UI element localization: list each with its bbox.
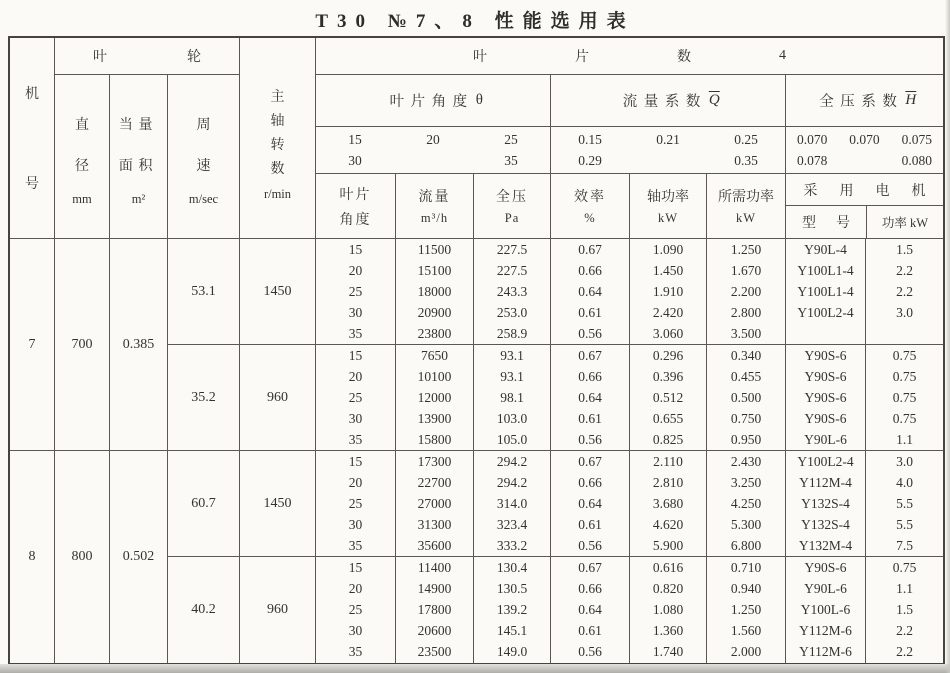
label-char: 轮	[187, 50, 201, 65]
data-cell: 11500	[396, 239, 474, 260]
data-cell: 7650	[396, 345, 474, 366]
machine-no-label	[25, 83, 39, 193]
col-unit: %	[584, 211, 596, 225]
col-unit: m³/h	[420, 211, 449, 225]
blade-count-row	[473, 46, 786, 66]
data-cell: 2.2	[896, 623, 913, 639]
data-cell: 20	[316, 472, 396, 493]
angle-value: 30	[348, 152, 362, 168]
data-cell: 1.360	[630, 621, 707, 642]
data-cell: 12000	[396, 387, 474, 408]
flow-coef-symbol: $\overline{Q}$	[708, 92, 720, 108]
data-cell: 227.5	[474, 260, 551, 281]
data-cell: 5.900	[630, 535, 707, 556]
angle-value: 15	[348, 131, 362, 147]
data-cell: Y112M-4	[786, 472, 866, 493]
peripheral-speed-label: 周速	[196, 117, 211, 174]
data-cell: 30	[316, 514, 396, 535]
blade-count-value: 4	[779, 48, 786, 63]
data-cell: 2.810	[630, 472, 707, 493]
flow-coef-values	[551, 127, 786, 174]
data-cell: 1.5	[896, 601, 913, 617]
data-cell: 0.75	[892, 410, 917, 426]
header-blade-count	[316, 38, 943, 75]
data-cell: Y100L1-4	[786, 260, 866, 281]
shaft-speed-label: 主轴转数	[270, 90, 285, 177]
machine-8-number: 8	[10, 451, 55, 663]
data-cell: 23800	[396, 323, 474, 344]
flow-coef-value: 0.35	[734, 152, 758, 168]
data-cell: 14900	[396, 578, 474, 599]
header-eq-area	[110, 75, 168, 239]
shaft-speed-unit: r/min	[263, 186, 292, 201]
data-cell: 130.4	[474, 557, 551, 578]
data-cell: Y90S-6	[786, 387, 866, 408]
data-cell: 0.75	[892, 347, 917, 363]
label-char: 机	[25, 87, 39, 102]
motor-subheaders	[786, 206, 943, 238]
col-header-pressure	[474, 174, 551, 239]
data-cell: 0.61	[551, 408, 630, 429]
data-cell: 27000	[396, 493, 474, 514]
data-cell: 20900	[396, 302, 474, 323]
col-unit: kW	[657, 211, 679, 225]
data-cell: 1.670	[707, 260, 786, 281]
data-cell: 0.56	[551, 323, 630, 344]
data-cell: 98.1	[474, 387, 551, 408]
angle-value: 25	[504, 131, 518, 147]
data-cell: 35	[316, 642, 396, 663]
data-cell: 2.2	[896, 644, 913, 660]
flow-coef-value: 0.25	[734, 131, 758, 147]
flow-coef-value: 0.21	[656, 131, 680, 147]
header-pressure-coef-group	[786, 75, 943, 127]
col-header-angle	[316, 174, 396, 239]
angle-values	[316, 127, 551, 174]
machine-8-speed1-peripheral: 60.7	[168, 451, 240, 557]
data-cell: Y112M-6	[786, 642, 866, 663]
data-cell: 22700	[396, 472, 474, 493]
data-cell: 7.5	[896, 537, 913, 553]
header-impeller-group	[55, 38, 240, 75]
data-cell: 2.800	[707, 302, 786, 323]
data-cell: 20	[316, 578, 396, 599]
data-cell: Y132S-4	[786, 514, 866, 535]
label-char: 号	[836, 216, 850, 231]
pressure-coef-value: 0.075	[901, 131, 932, 147]
data-cell: 0.75	[892, 389, 917, 405]
data-cell: Y90S-6	[786, 345, 866, 366]
data-block-m8-1450	[316, 451, 943, 557]
data-cell: 0.500	[707, 387, 786, 408]
data-cell: 25	[316, 387, 396, 408]
pressure-coef-value	[838, 153, 890, 169]
data-cell: 11400	[396, 557, 474, 578]
data-cell: 17300	[396, 451, 474, 472]
data-cell: 0.64	[551, 281, 630, 302]
label-char: 片	[575, 50, 589, 65]
data-cell: Y100L1-4	[786, 281, 866, 302]
data-cell: 103.0	[474, 408, 551, 429]
data-block-m8-960	[316, 557, 943, 663]
data-cell	[786, 323, 866, 344]
pressure-coef-value: 0.070	[849, 131, 880, 147]
data-cell: 15800	[396, 429, 474, 450]
label-char: 号	[25, 177, 39, 192]
data-cell: 0.710	[707, 557, 786, 578]
angle-value: 20	[426, 131, 440, 147]
data-cell: 5.5	[896, 495, 913, 511]
data-cell: 3.0	[896, 453, 913, 469]
data-cell: 0.655	[630, 408, 707, 429]
data-cell: 3.680	[630, 493, 707, 514]
machine-7-speed2-peripheral: 35.2	[168, 345, 240, 451]
data-cell: 13900	[396, 408, 474, 429]
machine-7-speed1-rpm: 1450	[240, 239, 316, 345]
col-header-shaft-power	[630, 174, 707, 239]
machine-8-eq-area: 0.502	[110, 451, 168, 663]
data-cell: 35	[316, 535, 396, 556]
data-cell: 0.67	[551, 557, 630, 578]
data-cell: 4.250	[707, 493, 786, 514]
data-cell: 0.61	[551, 302, 630, 323]
machine-7-speed2-rpm: 960	[240, 345, 316, 451]
data-cell: 0.56	[551, 429, 630, 450]
data-cell: Y90S-6	[786, 366, 866, 387]
angle-group-label: 叶片角度	[389, 94, 474, 110]
data-cell: 5.5	[896, 516, 913, 532]
data-cell: 2.2	[896, 283, 913, 299]
data-cell: 4.0	[896, 474, 913, 490]
data-cell: 5.300	[707, 514, 786, 535]
machine-8-speed2-peripheral: 40.2	[168, 557, 240, 663]
machine-8-speed1-rpm: 1450	[240, 451, 316, 557]
label-char: 用	[839, 183, 854, 199]
col-header-efficiency	[551, 174, 630, 239]
motor-group-label	[786, 174, 943, 206]
label-char: 采	[803, 183, 818, 199]
data-cell: 333.2	[474, 535, 551, 556]
data-cell: 1.740	[630, 642, 707, 663]
data-cell: 323.4	[474, 514, 551, 535]
col-label: 全压	[496, 190, 528, 205]
col-unit: 角度	[339, 212, 372, 228]
machine-7-eq-area: 0.385	[110, 239, 168, 451]
data-cell: 0.67	[551, 345, 630, 366]
data-cell: 15	[316, 557, 396, 578]
data-cell: 0.950	[707, 429, 786, 450]
performance-table	[8, 36, 945, 665]
data-cell: 2.420	[630, 302, 707, 323]
pressure-coef-values	[786, 127, 943, 174]
theta-symbol: θ	[475, 92, 483, 108]
data-cell: Y112M-6	[786, 621, 866, 642]
data-cell: 93.1	[474, 366, 551, 387]
col-label: 所需功率	[718, 190, 774, 205]
col-header-required-power	[707, 174, 786, 239]
pressure-coef-value: 0.080	[901, 152, 932, 168]
data-cell: 0.296	[630, 345, 707, 366]
data-cell: 0.940	[707, 578, 786, 599]
data-cell: 1.910	[630, 281, 707, 302]
data-cell: 3.250	[707, 472, 786, 493]
data-cell: 20	[316, 260, 396, 281]
data-cell: 145.1	[474, 621, 551, 642]
data-cell: 0.75	[892, 368, 917, 384]
data-cell: 93.1	[474, 345, 551, 366]
data-cell: 15	[316, 345, 396, 366]
data-cell: 0.75	[892, 559, 917, 575]
data-cell: 1.560	[707, 621, 786, 642]
data-cell: 0.67	[551, 451, 630, 472]
col-header-flow	[396, 174, 474, 239]
data-cell: 0.56	[551, 642, 630, 663]
data-cell: 294.2	[474, 451, 551, 472]
data-block-m7-1450	[316, 239, 943, 345]
data-cell: 0.750	[707, 408, 786, 429]
col-header-motor	[786, 174, 943, 239]
data-cell: 0.56	[551, 535, 630, 556]
data-cell: 0.396	[630, 366, 707, 387]
motor-power-label: 功率 kW	[881, 216, 929, 230]
data-cell: 0.61	[551, 621, 630, 642]
header-angle-group	[316, 75, 551, 127]
peripheral-speed-unit: m/sec	[188, 192, 219, 207]
data-cell: 130.5	[474, 578, 551, 599]
data-cell: 23500	[396, 642, 474, 663]
col-unit: Pa	[504, 211, 520, 225]
header-peripheral-speed	[168, 75, 240, 239]
data-cell: 0.64	[551, 493, 630, 514]
label-char: 电	[875, 183, 890, 199]
data-cell: 3.060	[630, 323, 707, 344]
diameter-unit: mm	[72, 192, 92, 207]
data-cell: 0.64	[551, 387, 630, 408]
machine-8-diameter: 800	[55, 451, 110, 663]
data-cell: 1.080	[630, 599, 707, 620]
data-cell: 294.2	[474, 472, 551, 493]
data-cell: 3.0	[896, 304, 913, 320]
data-cell: 15100	[396, 260, 474, 281]
data-cell: 30	[316, 408, 396, 429]
col-label: 叶片	[339, 187, 372, 203]
motor-model-header	[786, 206, 867, 238]
flow-coef-value: 0.29	[578, 152, 602, 168]
data-cell: Y90S-6	[786, 557, 866, 578]
data-cell: 1.090	[630, 239, 707, 260]
flow-coef-value: 0.15	[578, 131, 602, 147]
data-cell: 18000	[396, 281, 474, 302]
data-cell: 1.1	[896, 431, 913, 447]
data-cell: 2.200	[707, 281, 786, 302]
data-cell: 0.825	[630, 429, 707, 450]
data-cell: 25	[316, 281, 396, 302]
flow-coef-value	[629, 153, 707, 169]
data-cell: 149.0	[474, 642, 551, 663]
eq-area-label: 当量面积	[118, 117, 159, 174]
data-cell: 31300	[396, 514, 474, 535]
machine-7-number: 7	[10, 239, 55, 451]
page-title: T30 №7、8 性能选用表	[315, 11, 635, 32]
impeller-group-label	[93, 46, 201, 66]
label-char: 数	[677, 50, 691, 65]
header-machine-no	[10, 38, 55, 239]
data-cell: 30	[316, 621, 396, 642]
pressure-coef-value: 0.070	[796, 131, 828, 147]
data-cell: 2.430	[707, 451, 786, 472]
data-cell: 35	[316, 323, 396, 344]
data-cell: 2.2	[896, 262, 913, 278]
blade-count-label	[473, 46, 691, 66]
data-cell: 1.5	[896, 241, 913, 257]
data-cell: Y100L-6	[786, 599, 866, 620]
label-char: 叶	[93, 50, 107, 65]
data-cell: 4.620	[630, 514, 707, 535]
data-cell: Y90L-6	[786, 578, 866, 599]
data-cell: Y90S-6	[786, 408, 866, 429]
data-cell: 1.250	[707, 239, 786, 260]
motor-power-header	[867, 206, 943, 238]
data-cell: 20	[316, 366, 396, 387]
pressure-coef-value: 0.078	[796, 152, 828, 168]
data-cell: 6.800	[707, 535, 786, 556]
data-cell: 0.512	[630, 387, 707, 408]
data-cell: 30	[316, 302, 396, 323]
col-label: 效率	[574, 190, 606, 205]
data-cell: 258.9	[474, 323, 551, 344]
col-label: 轴功率	[647, 190, 689, 205]
header-flow-coef-group	[551, 75, 786, 127]
machine-7-speed1-peripheral: 53.1	[168, 239, 240, 345]
data-cell: 0.66	[551, 260, 630, 281]
data-cell: 15	[316, 451, 396, 472]
data-cell: 25	[316, 493, 396, 514]
data-cell: 2.000	[707, 642, 786, 663]
motor-label-chars	[804, 180, 926, 200]
data-cell: Y90L-4	[786, 239, 866, 260]
data-cell: 0.61	[551, 514, 630, 535]
data-cell: 105.0	[474, 429, 551, 450]
diameter-label: 直径	[75, 117, 89, 174]
data-cell: Y132M-4	[786, 535, 866, 556]
data-cell: 1.250	[707, 599, 786, 620]
data-cell: 2.110	[630, 451, 707, 472]
data-cell: 15	[316, 239, 396, 260]
angle-value	[394, 153, 472, 169]
data-cell: 1.450	[630, 260, 707, 281]
machine-8-speed2-rpm: 960	[240, 557, 316, 663]
data-cell: 139.2	[474, 599, 551, 620]
data-cell: 10100	[396, 366, 474, 387]
data-cell: 0.66	[551, 472, 630, 493]
data-cell: 253.0	[474, 302, 551, 323]
data-cell: 3.500	[707, 323, 786, 344]
header-shaft-speed	[240, 38, 316, 239]
motor-model-chars	[802, 212, 850, 232]
data-cell: Y90L-6	[786, 429, 866, 450]
data-cell: Y100L2-4	[786, 451, 866, 472]
data-cell: Y100L2-4	[786, 302, 866, 323]
data-cell: 227.5	[474, 239, 551, 260]
flow-coef-label: 流量系数	[622, 94, 707, 110]
data-cell: Y132S-4	[786, 493, 866, 514]
data-cell: 0.455	[707, 366, 786, 387]
data-cell: 17800	[396, 599, 474, 620]
data-cell: 0.340	[707, 345, 786, 366]
header-diameter	[55, 75, 110, 239]
label-char: 叶	[473, 50, 487, 65]
pressure-coef-label: 全压系数	[819, 94, 904, 110]
data-cell: 35	[316, 429, 396, 450]
angle-value: 35	[504, 152, 518, 168]
data-block-m7-960	[316, 345, 943, 451]
data-cell: 0.66	[551, 366, 630, 387]
data-cell	[866, 323, 943, 344]
label-char: 机	[911, 183, 926, 199]
data-cell: 1.1	[896, 580, 913, 596]
data-cell: 314.0	[474, 493, 551, 514]
data-cell: 0.820	[630, 578, 707, 599]
data-cell: 20600	[396, 621, 474, 642]
col-unit: kW	[735, 211, 757, 225]
data-cell: 243.3	[474, 281, 551, 302]
data-cell: 0.64	[551, 599, 630, 620]
data-cell: 0.67	[551, 239, 630, 260]
data-cell: 25	[316, 599, 396, 620]
label-char: 型	[802, 216, 816, 231]
data-cell: 0.66	[551, 578, 630, 599]
data-cell: 0.616	[630, 557, 707, 578]
col-label: 流量	[418, 190, 451, 205]
machine-7-diameter: 700	[55, 239, 110, 451]
data-cell: 35600	[396, 535, 474, 556]
eq-area-unit: m²	[131, 192, 146, 207]
pressure-coef-symbol: $\overline{H}$	[905, 92, 917, 108]
